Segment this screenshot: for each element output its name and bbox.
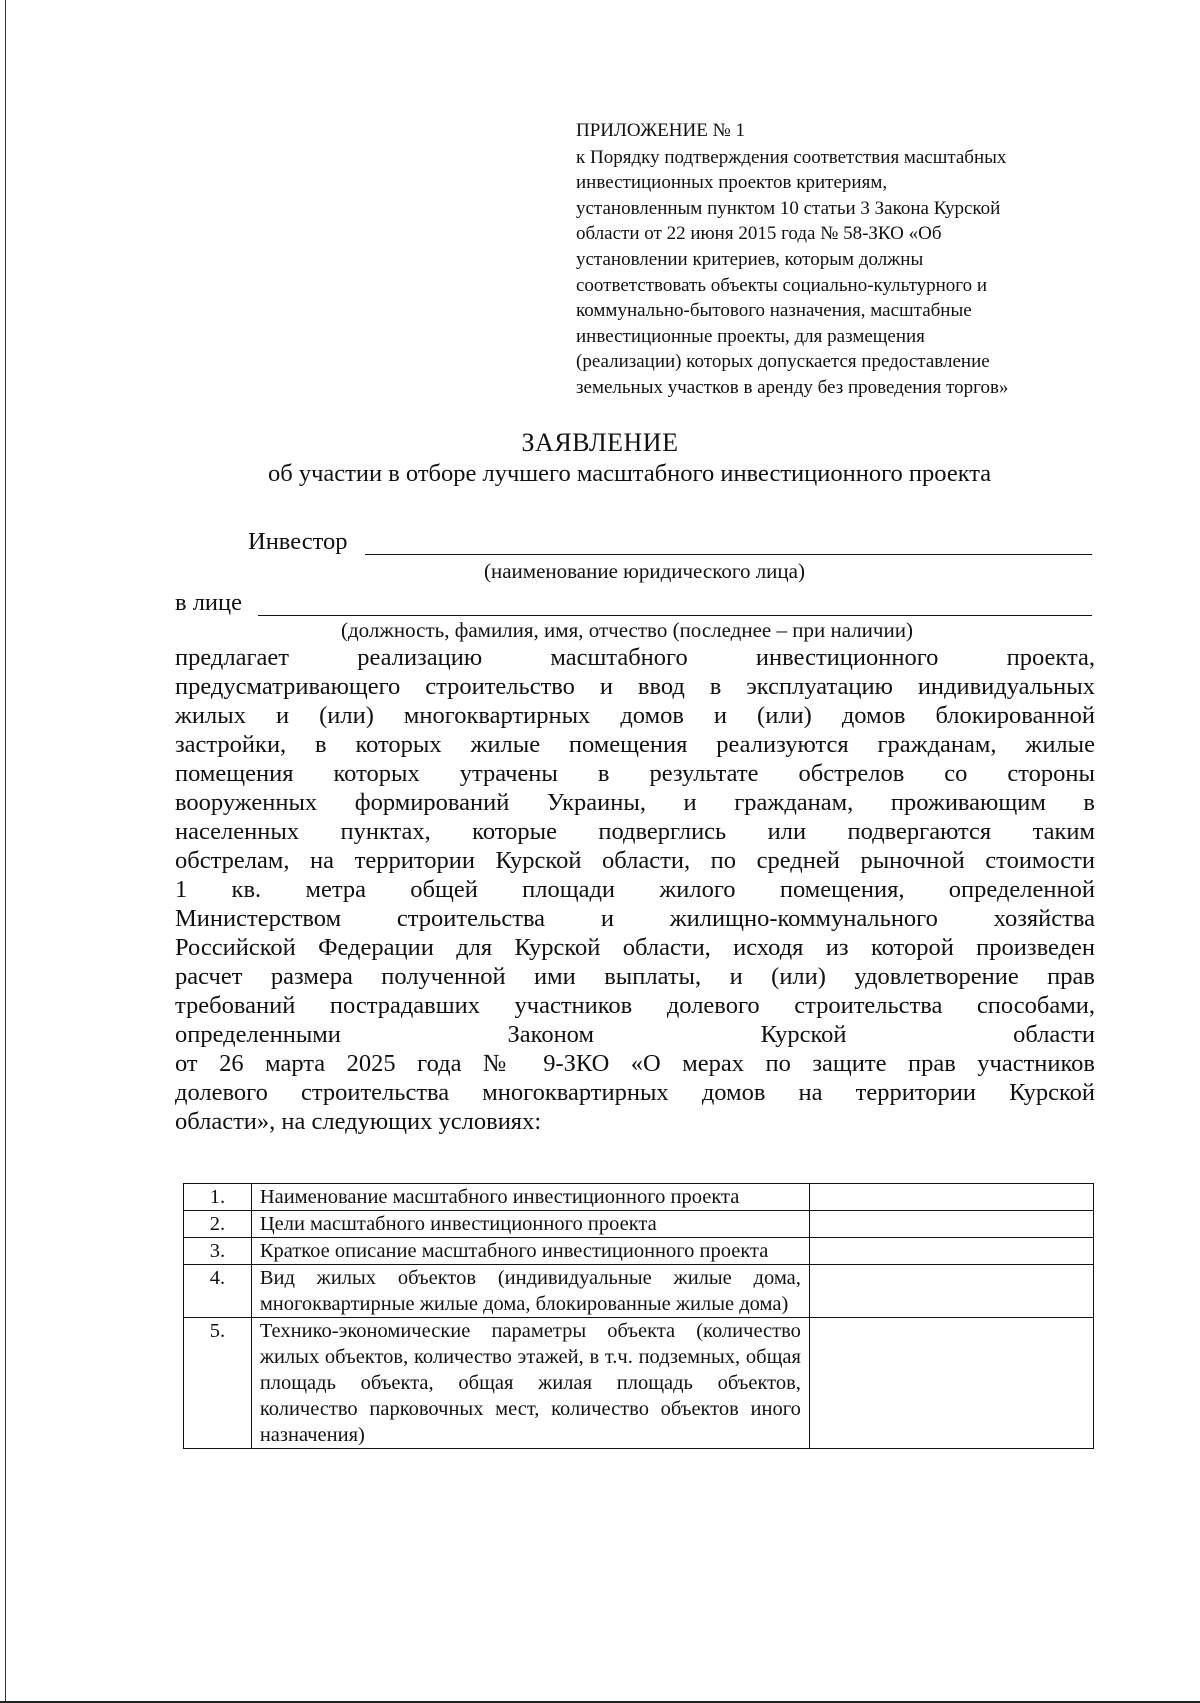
body-line: Российской Федерации для Курской области, исходя из которой произведен	[175, 934, 1095, 961]
body-text	[175, 643, 1095, 1136]
row-value-cell[interactable]	[809, 1318, 1093, 1449]
conditions-table	[183, 1183, 1094, 1449]
row-label: Вид жилых объектов (индивидуальные жилые дома, многоквартирные жилые дома, блокированные жилые дома)	[251, 1265, 809, 1318]
row-value-cell[interactable]	[809, 1211, 1093, 1238]
row-value-cell[interactable]	[809, 1184, 1093, 1211]
row-label: Цели масштабного инвестиционного проекта	[251, 1211, 809, 1238]
document-title: ЗАЯВЛЕНИЕ	[521, 428, 679, 457]
table-row	[184, 1265, 1094, 1318]
appendix-line: установленным пунктом 10 статьи 3 Закона Курской	[576, 197, 1001, 219]
appendix-line: коммунально-бытового назначения, масштабные	[576, 300, 972, 322]
body-line: 1 кв. метра общей площади жилого помещения, определенной	[175, 876, 1095, 903]
row-label: Краткое описание масштабного инвестиционного проекта	[251, 1238, 809, 1265]
table-row	[184, 1238, 1094, 1265]
body-line: расчет размера полученной ими выплаты, и (или) удовлетворение прав	[175, 963, 1095, 990]
row-number: 1.	[184, 1184, 252, 1211]
investor-field-line[interactable]	[365, 554, 1092, 555]
person-hint: (должность, фамилия, имя, отчество (последнее – при наличии)	[341, 618, 913, 642]
row-number: 4.	[184, 1265, 252, 1318]
table-row	[184, 1318, 1094, 1449]
appendix-line: к Порядку подтверждения соответствия масштабных	[576, 146, 1007, 168]
appendix-line: инвестиционных проектов критериям,	[576, 172, 888, 194]
body-line: предлагает реализацию масштабного инвестиционного проекта,	[175, 644, 1095, 671]
body-line: помещения которых утрачены в результате обстрелов со стороны	[175, 760, 1095, 787]
appendix-line: (реализации) которых допускается предоставление	[576, 351, 990, 373]
body-line: обстрелам, на территории Курской области, по средней рыночной стоимости	[175, 847, 1095, 874]
appendix-line: области от 22 июня 2015 года № 58-ЗКО «Об	[576, 223, 942, 245]
appendix-line: установлении критериев, которым должны	[576, 248, 924, 270]
body-line: застройки, в которых жилые помещения реализуются гражданам, жилые	[175, 731, 1095, 758]
body-line: жилых и (или) многоквартирных домов и (или) домов блокированной	[175, 702, 1095, 729]
appendix-line: соответствовать объекты социально-культурного и	[576, 274, 988, 296]
person-label: в лице	[175, 589, 243, 616]
body-line: долевого строительства многоквартирных домов на территории Курской	[175, 1079, 1095, 1106]
body-line: вооруженных формирований Украины, и гражданам, проживающим в	[175, 789, 1095, 816]
body-line: от 26 марта 2025 года № 9-ЗКО «О мерах по защите прав участников	[175, 1050, 1095, 1077]
appendix-header	[576, 118, 1136, 401]
row-label: Технико-экономические параметры объекта (количество жилых объектов, количество этажей, в т.ч. подземных, общая площадь объекта, общая жилая площадь объектов, количество парковочных мест, количество объектов иного назначения)	[251, 1318, 809, 1449]
row-number: 5.	[184, 1318, 252, 1449]
appendix-line: инвестиционные проекты, для размещения	[576, 325, 925, 347]
row-number: 2.	[184, 1211, 252, 1238]
body-line: предусматривающего строительство и ввод в эксплуатацию индивидуальных	[175, 673, 1095, 700]
row-value-cell[interactable]	[809, 1265, 1093, 1318]
row-label: Наименование масштабного инвестиционного проекта	[251, 1184, 809, 1211]
table-row	[184, 1211, 1094, 1238]
body-line: области», на следующих условиях:	[175, 1108, 542, 1135]
person-field-line[interactable]	[258, 615, 1092, 616]
body-line: определенными Законом Курской области	[175, 1021, 1095, 1048]
body-line: требований пострадавших участников долевого строительства способами,	[175, 992, 1095, 1019]
row-number: 3.	[184, 1238, 252, 1265]
document-subtitle: об участии в отборе лучшего масштабного инвестиционного проекта	[268, 460, 992, 487]
body-line: Министерством строительства и жилищно-коммунального хозяйства	[175, 905, 1095, 932]
table-row	[184, 1184, 1094, 1211]
appendix-title: ПРИЛОЖЕНИЕ № 1	[576, 120, 745, 141]
investor-label: Инвестор	[248, 528, 348, 555]
investor-hint: (наименование юридического лица)	[484, 559, 805, 583]
row-value-cell[interactable]	[809, 1238, 1093, 1265]
appendix-line: земельных участков в аренду без проведения торгов»	[576, 376, 1009, 398]
body-line: населенных пунктах, которые подверглись или подвергаются таким	[175, 818, 1095, 845]
scan-left-edge	[5, 0, 6, 1703]
